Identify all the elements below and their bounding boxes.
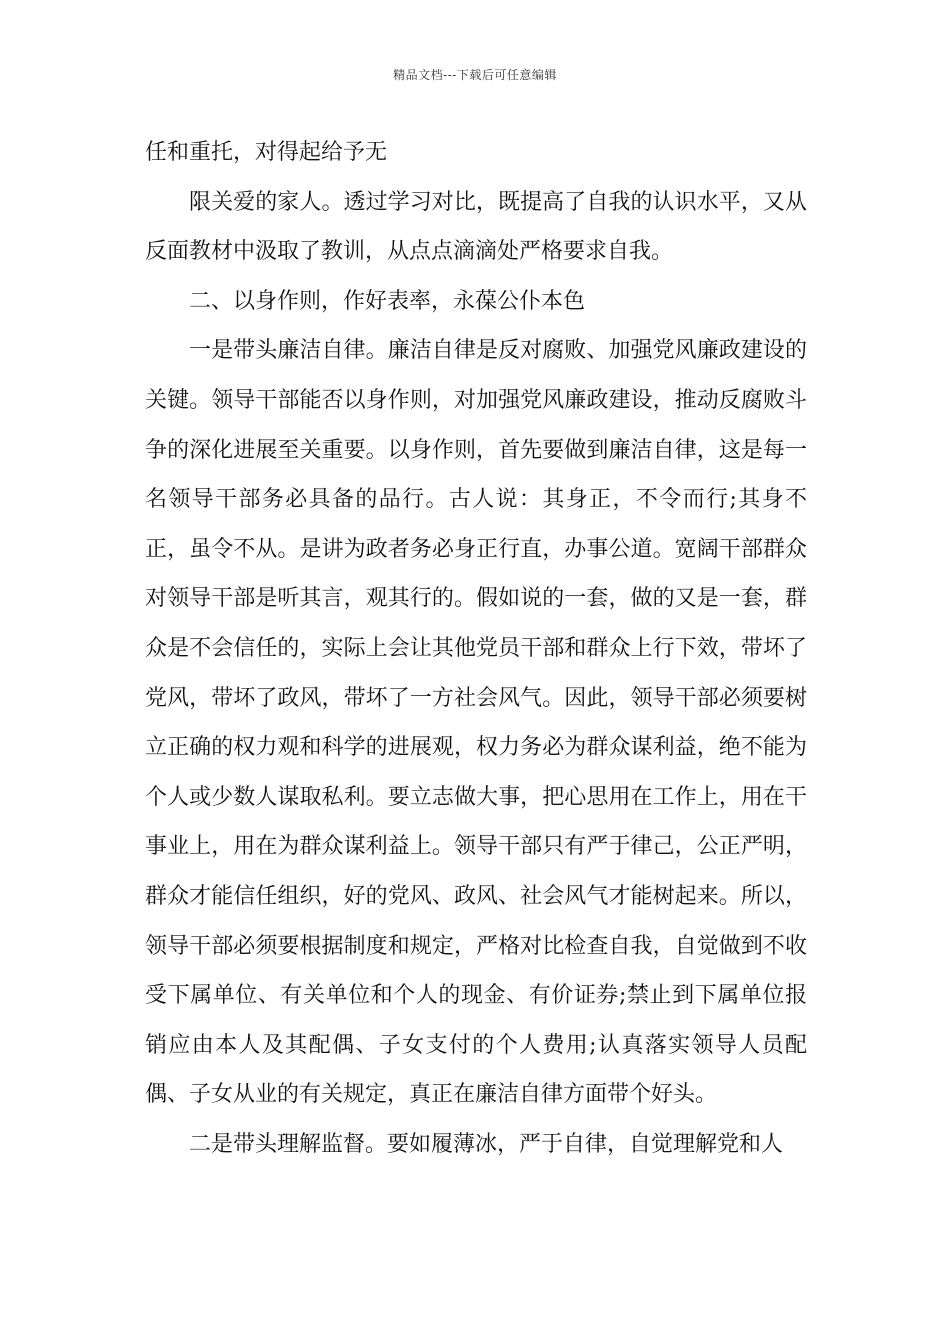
section-heading: 二、以身作则，作好表率，永葆公仆本色: [189, 288, 586, 314]
paragraph-3: 一是带头廉洁自律。廉洁自律是反对腐败、加强党风廉政建设的关键。领导干部能否以身作则，对加强党风廉政建设，推动反腐败斗争的深化进展至关重要。以身作则，首先要做到廉洁自律，这是每一名领导干部务必具备的品行。古人说：其身正，不令而行;其身不正，虽令不从。是讲为政者务必身正行直，办事公道。宽阔干部群众对领导干部是听其言，观其行的。假如说的一套，做的又是一套，群众是不会信任的，实际上会让其他党员干部和群众上行下效，带坏了党风，带坏了政风，带坏了一方社会风气。因此，领导干部必须要树立正确的权力观和科学的进展观，权力务必为群众谋利益，绝不能为个人或少数人谋取私利。要立志做大事，把心思用在工作上，用在干事业上，用在为群众谋利益上。领导干部只有严于律己，公正严明，群众才能信任组织，好的党风、政风、社会风气才能树起来。所以，领导干部必须要根据制度和规定，严格对比检查自我，自觉做到不收受下属单位、有关单位和个人的现金、有价证券;禁止到下属单位报销应由本人及其配偶、子女支付的个人费用;认真落实领导人员配偶、子女从业的有关规定，真正在廉洁自律方面带个好头。: [145, 338, 807, 1108]
document-body: [145, 128, 807, 1169]
page-header: 精品文档---下载后可任意编辑: [393, 68, 557, 82]
paragraph-4: 二是带头理解监督。要如履薄冰，严于自律，自觉理解党和人: [189, 1131, 784, 1157]
paragraph-2: 限关爱的家人。透过学习对比，既提高了自我的认识水平，又从反面教材中汲取了教训，从点点滴滴处严格要求自我。: [145, 189, 807, 265]
paragraph-1: 任和重托，对得起给予无: [145, 140, 388, 165]
